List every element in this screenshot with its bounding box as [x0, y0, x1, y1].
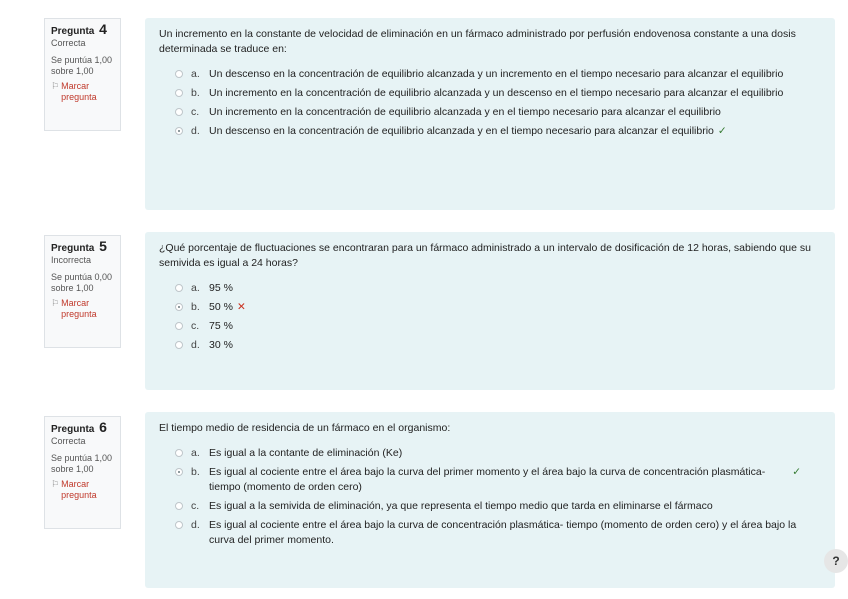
question-number: Pregunta 4 — [51, 21, 107, 37]
question-content-4 — [145, 18, 835, 210]
question-grade: Se puntúa 1,00 sobre 1,00 — [51, 55, 113, 76]
question-state: Incorrecta — [51, 255, 92, 265]
flag-question-link[interactable]: ⚐ Marcar pregunta — [51, 479, 97, 500]
answer-option-d[interactable]: d. 30 % — [159, 338, 821, 353]
answer-options — [159, 446, 821, 548]
question-grade: Se puntúa 1,00 sobre 1,00 — [51, 453, 113, 474]
answer-option-b[interactable]: b. Es igual al cociente entre el área bajo la curva del primer momento y el área bajo la curva de concentración plasmática- tiempo (momento de orden cero) ✓ — [159, 465, 821, 495]
answer-option-b[interactable]: b. Un incremento en la concentración de equilibrio alcanzada y un descenso en el tiempo necesario para alcanzar el equilibrio — [159, 86, 821, 101]
answer-option-c[interactable]: c. Es igual a la semivida de eliminación, ya que representa el tiempo medio que tarda en eliminarse el fármaco — [159, 499, 821, 514]
question-state: Correcta — [51, 38, 86, 48]
answer-options — [159, 67, 821, 139]
radio-button[interactable] — [175, 521, 183, 529]
radio-button[interactable] — [175, 89, 183, 97]
help-button[interactable]: ? — [824, 549, 848, 573]
answer-option-d[interactable]: d. Un descenso en la concentración de equilibrio alcanzada y en el tiempo necesario para alcanzar el equilibrio ✓ — [159, 124, 821, 139]
radio-button[interactable] — [175, 108, 183, 116]
question-info-5 — [44, 235, 121, 348]
flag-icon: ⚐ — [51, 81, 60, 91]
answer-options — [159, 281, 821, 353]
answer-option-c[interactable]: c. Un incremento en la concentración de equilibrio alcanzada y en el tiempo necesario para alcanzar el equilibrio — [159, 105, 821, 120]
radio-button-selected[interactable] — [175, 468, 183, 476]
question-info-6 — [44, 416, 121, 529]
answer-option-b[interactable]: b. 50 % ✕ — [159, 300, 821, 315]
question-number: Pregunta 6 — [51, 419, 107, 435]
radio-button-selected[interactable] — [175, 303, 183, 311]
radio-button[interactable] — [175, 341, 183, 349]
question-grade: Se puntúa 0,00 sobre 1,00 — [51, 272, 113, 293]
radio-button-selected[interactable] — [175, 127, 183, 135]
flag-icon: ⚐ — [51, 298, 60, 308]
radio-button[interactable] — [175, 502, 183, 510]
question-text: Un incremento en la constante de velocidad de eliminación en un fármaco administrado por perfusión endovenosa constante a una dosis determinada se traduce en: — [159, 28, 796, 55]
radio-button[interactable] — [175, 322, 183, 330]
answer-option-a[interactable]: a. Es igual a la contante de eliminación (Ke) — [159, 446, 821, 461]
question-info-4 — [44, 18, 121, 131]
question-content-5 — [145, 232, 835, 390]
flag-question-link[interactable]: ⚐ Marcar pregunta — [51, 298, 97, 319]
flag-question-link[interactable]: ⚐ Marcar pregunta — [51, 81, 97, 102]
correct-check-icon: ✓ — [717, 125, 727, 137]
answer-option-a[interactable]: a. Un descenso en la concentración de equilibrio alcanzada y un incremento en el tiempo necesario para alcanzar el equilibrio — [159, 67, 821, 82]
question-content-6 — [145, 412, 835, 588]
question-state: Correcta — [51, 436, 86, 446]
correct-check-icon: ✓ — [792, 466, 801, 478]
radio-button[interactable] — [175, 449, 183, 457]
answer-option-d[interactable]: d. Es igual al cociente entre el área bajo la curva de concentración plasmática- tiempo (momento de orden cero) y el área bajo la curva del primer momento. — [159, 518, 821, 548]
question-text: ¿Qué porcentaje de fluctuaciones se encontraran para un fármaco administrado a un intervalo de dosificación de 12 horas, sabiendo que su semivida es igual a 24 horas? — [159, 242, 811, 269]
answer-option-a[interactable]: a. 95 % — [159, 281, 821, 296]
incorrect-cross-icon: ✕ — [236, 301, 246, 313]
question-text: El tiempo medio de residencia de un fármaco en el organismo: — [159, 422, 451, 434]
radio-button[interactable] — [175, 70, 183, 78]
flag-icon: ⚐ — [51, 479, 60, 489]
answer-option-c[interactable]: c. 75 % — [159, 319, 821, 334]
question-number: Pregunta 5 — [51, 238, 107, 254]
radio-button[interactable] — [175, 284, 183, 292]
